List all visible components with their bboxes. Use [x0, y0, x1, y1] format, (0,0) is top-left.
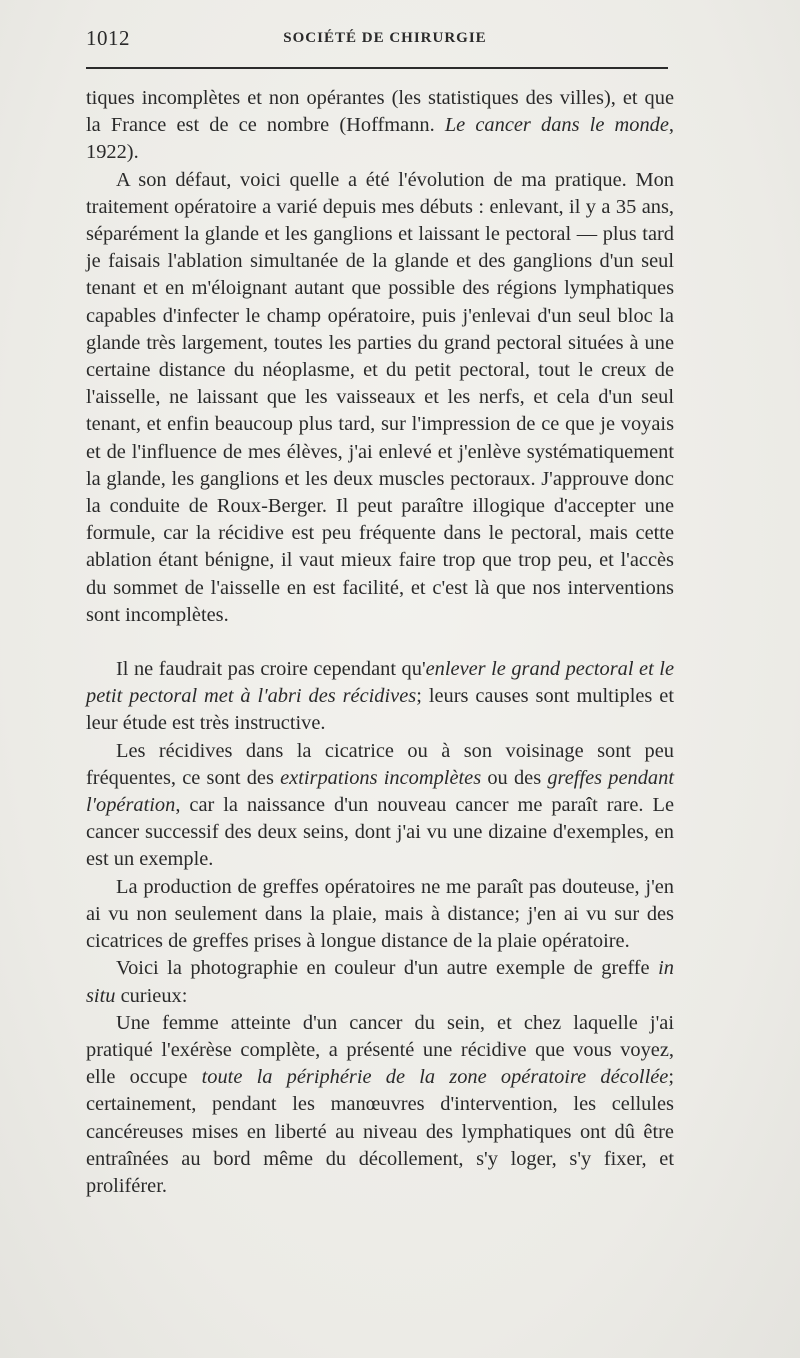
running-title: SOCIÉTÉ DE CHIRURGIE: [283, 30, 487, 46]
paragraph-1: tiques incomplètes et non opérantes (les statistiques des villes), et que la France est de ce nombre (Hoffmann. Le cancer dans le monde, 1922).: [86, 87, 675, 164]
paragraph-6: Voici la photographie en couleur d'un autre exemple de greffe in situ curieux:: [86, 957, 674, 1007]
body-text: [86, 85, 674, 1200]
page-header: [86, 22, 668, 56]
paragraph-5: La production de greffes opératoires ne me paraît pas douteuse, j'en ai vu non seulement dans la plaie, mais à distance; j'en ai vu sur des cicatrices de greffes prises à longue distance de la plaie opératoire.: [86, 875, 674, 953]
paragraph-2: A son défaut, voici quelle a été l'évolution de ma pratique. Mon traitement opératoire a varié depuis mes débuts : enlevant, il y a 35 ans, séparément la glande et les ganglions et laissant le pectoral — plus tard je faisais l'ablation simultanée de la glande et des ganglions d'un seul tenant et en m'éloignant autant que possible des régions lymphatiques capables d'infecter le champ opératoire, puis j'enlevai d'un seul bloc la glande très largement, toutes les parties du grand pectoral situées à une certaine distance du néoplasme, et du petit pectoral, tout le creux de l'aisselle, ne laissant que les vaisseaux et les nerfs, et cela d'un seul tenant, et enfin beaucoup plus tard, sur l'impression de ce que je voyais et de l'influence de mes élèves, j'ai enlevé et j'enlève systématiquement la glande, les ganglions et les deux muscles pectoraux. J'approuve donc la conduite de Roux-Berger. Il peut paraître illogique d'accepter une formule, car la récidive est peu fréquente dans le pectoral, mais cette ablation étant bénigne, il vaut mieux faire trop que trop peu, et l'accès du sommet de l'aisselle en est facilité, et c'est là que nos interventions sont incomplètes.: [86, 168, 674, 626]
paragraph-4: Les récidives dans la cicatrice ou à son voisinage sont peu fréquentes, ce sont des extirpations incomplètes ou des greffes pendant l'opération, car la naissance d'un nouveau cancer me paraît rare. Le cancer successif des deux seins, dont j'ai vu une dizaine d'exemples, en est un exemple.: [86, 739, 674, 871]
paragraph-7: Une femme atteinte d'un cancer du sein, et chez laquelle j'ai pratiqué l'exérèse complète, a présenté une récidive que vous voyez, elle occupe toute la périphérie de la zone opératoire décollée; certainement, pendant les manœuvres d'intervention, les cellules cancéreuses mises en liberté au niveau des lymphatiques ont dû être entraînées au bord même du décollement, s'y loger, s'y fixer, et proliférer.: [86, 1011, 675, 1197]
header-rule: [86, 67, 668, 69]
paragraph-3: Il ne faudrait pas croire cependant qu'enlever le grand pectoral et le petit pectoral met à l'abri des récidives; leurs causes sont multiples et leur étude est très instructive.: [86, 658, 674, 735]
page-number: 1012: [86, 26, 130, 50]
paragraph-gap: [86, 629, 674, 656]
citation-title: Le cancer dans le monde: [444, 114, 669, 137]
